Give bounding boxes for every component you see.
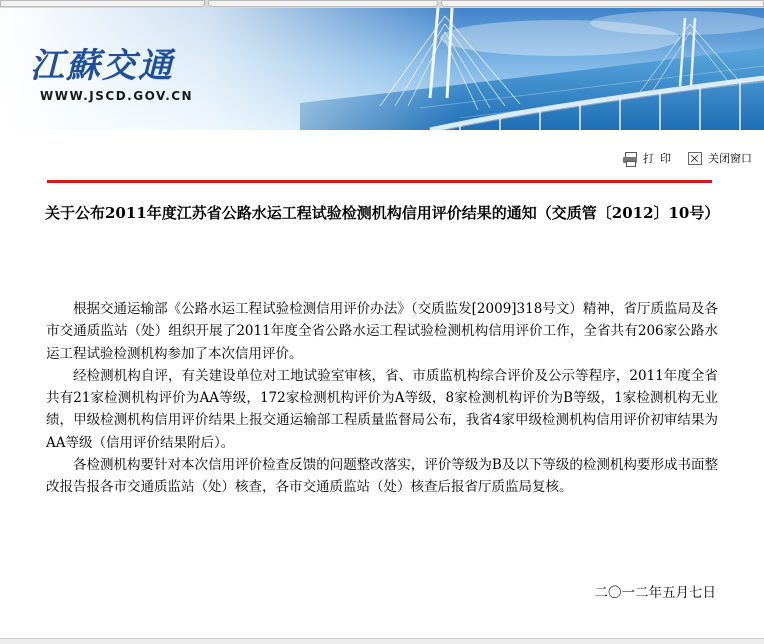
browser-tab-strip [0,0,764,8]
title-divider [47,180,712,183]
tab-strip-segment [208,0,438,7]
article-paragraph: 各检测机构要针对本次信用评价检查反馈的问题整改落实，评价等级为B及以下等级的检测机构要形成书面整改报告报各市交通质监站（处）核查，各市交通质监站（处）核查后报省厅质监局复核。 [46,457,718,496]
print-button[interactable] [623,150,677,166]
close-icon [688,152,702,165]
tab-strip-segment [441,0,764,7]
tab-strip-segment [0,0,205,7]
printer-icon [623,152,637,165]
article-title: 关于公布2011年度江苏省公路水运工程试验检测机构信用评价结果的通知（交质管〔2012〕10号） [45,204,720,222]
print-label: 打印 [643,152,677,165]
article-paragraph: 经检测机构自评，有关建设单位对工地试验室审核，省、市质监机构综合评价及公示等程序，2011年度全省共有21家检测机构评价为AA等级，172家检测机构评价为A等级，8家检测机构评价为B等级，1家检测机构无业绩，甲级检测机构信用评价结果上报交通运输部工程质量监督局公布，我省4家甲级检测机构信用评价初审结果为AA等级（信用评价结果附后）。 [46,367,718,451]
article-date: 二〇一二年五月七日 [594,585,716,601]
header-banner [0,8,764,130]
close-window-button[interactable] [688,150,752,166]
article-body [46,298,718,499]
article-toolbar [0,150,764,166]
site-url: WWW.JSCD.GOV.CN [40,89,194,103]
site-logo: 江蘇交通 [30,46,174,86]
article-paragraph: 根据交通运输部《公路水运工程试验检测信用评价办法》（交质监发[2009]318号文）精神，省厅质监局及各市交通质监站（处）组织开展了2011年度全省公路水运工程试验检测机构信用评价工作，全省共有206家公路水运工程试验检测机构参加了本次信用评价。 [46,301,718,362]
close-window-label: 关闭窗口 [708,152,752,165]
horizontal-scrollbar[interactable] [0,638,764,644]
